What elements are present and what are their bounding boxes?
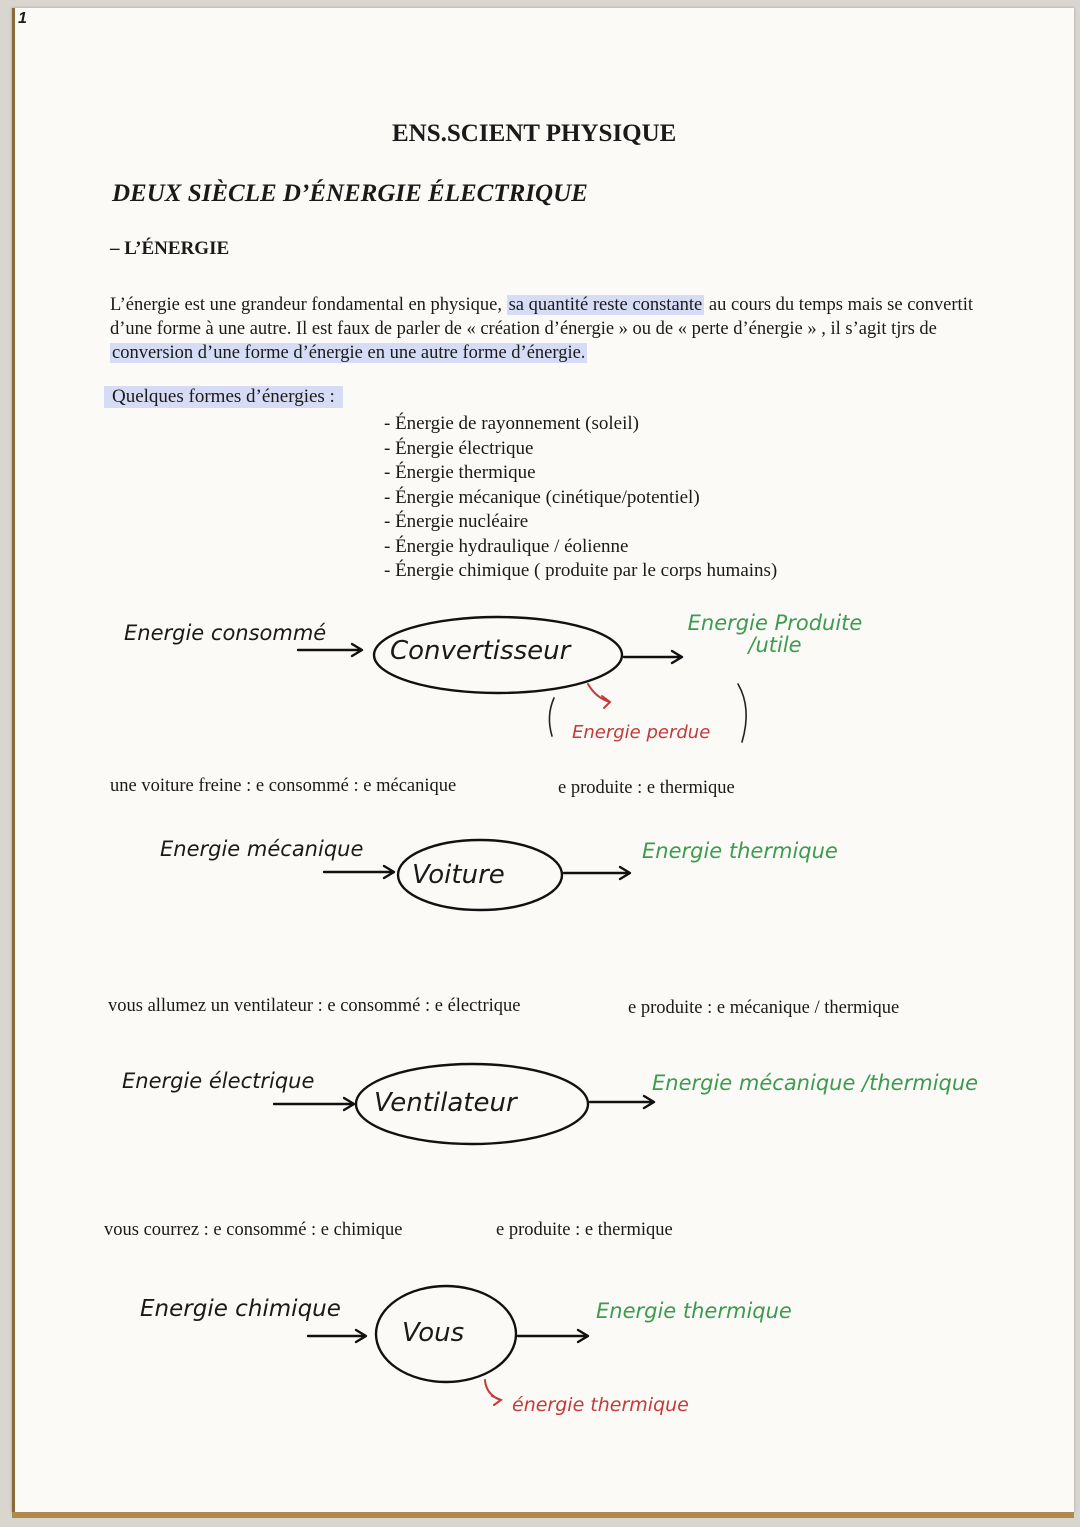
page-subtitle: DEUX SIÈCLE D’ÉNERGIE ÉLECTRIQUE — [112, 180, 588, 207]
list-item: - Énergie chimique ( produite par le corps humains) — [384, 560, 778, 581]
example-2-consumed: vous allumez un ventilateur : e consommé : e électrique — [108, 996, 521, 1016]
list-item: - Énergie thermique — [384, 462, 536, 483]
lost-energy-4: énergie thermique — [512, 1394, 689, 1416]
paren-right — [738, 684, 746, 742]
paren-left — [549, 698, 554, 736]
example-1-produced: e produite : e thermique — [558, 778, 735, 798]
loss-arrow-4 — [485, 1380, 501, 1405]
output-energy-2: Energie thermique — [642, 839, 838, 863]
car-label: Voiture — [412, 860, 505, 890]
highlight-constant: sa quantité reste constante — [508, 295, 703, 315]
list-item: - Énergie électrique — [384, 437, 534, 459]
notebook-page — [12, 8, 1074, 1512]
input-energy-2: Energie mécanique — [160, 837, 364, 861]
arrow-out-1 — [624, 651, 682, 663]
section-heading: – L’ÉNERGIE — [110, 238, 230, 259]
highlight-conversion: conversion d’une forme d’énergie en une autre forme d’énergie. — [112, 343, 586, 363]
paragraph-text-2: au cours du temps mais se convertit d’une forme à une autre. Il est faux de parler de « création d’énergie » ou de « perte d’énergie » , il s’agit tjrs de — [110, 295, 973, 339]
arrow-out-4 — [518, 1330, 588, 1342]
page-title: ENS.SCIENT PHYSIQUE — [392, 120, 677, 147]
example-3-consumed: vous courrez : e consommé : e chimique — [104, 1220, 403, 1240]
forms-label: Quelques formes d’énergies : — [104, 386, 343, 408]
list-item: - Énergie mécanique (cinétique/potentiel) — [384, 486, 700, 508]
example-1-consumed: une voiture freine : e consommé : e mécanique — [110, 776, 457, 796]
list-item: - Énergie de rayonnement (soleil) — [384, 413, 639, 434]
input-energy-4: Energie chimique — [140, 1296, 341, 1322]
arrow-in-3 — [274, 1098, 354, 1110]
example-2-produced: e produite : e mécanique / thermique — [628, 998, 900, 1018]
arrow-out-3 — [590, 1096, 654, 1108]
input-energy-1: Energie consommé — [124, 621, 327, 645]
arrow-in-2 — [324, 866, 394, 878]
lost-energy-1: Energie perdue — [572, 722, 711, 743]
paragraph-text-1: L’énergie est une grandeur fondamental en physique, — [110, 295, 502, 315]
list-item: - Énergie nucléaire — [384, 511, 529, 532]
output-energy-1: Energie Produite /utile — [687, 611, 863, 657]
page-number: 1 — [18, 10, 27, 27]
output-energy-4: Energie thermique — [596, 1299, 792, 1323]
fan-label: Ventilateur — [374, 1088, 517, 1118]
arrow-in-1 — [298, 644, 362, 656]
page-bottom-edge — [12, 1512, 1074, 1518]
loss-arrow-1 — [588, 684, 610, 708]
example-3-produced: e produite : e thermique — [496, 1220, 673, 1240]
arrow-out-2 — [564, 867, 630, 879]
input-energy-3: Energie électrique — [122, 1069, 315, 1093]
list-item: - Énergie hydraulique / éolienne — [384, 535, 629, 557]
output-energy-3: Energie mécanique /thermique — [652, 1071, 979, 1095]
diagram-shapes — [12, 8, 1074, 1512]
converter-label: Convertisseur — [390, 636, 571, 666]
arrow-in-4 — [308, 1330, 366, 1342]
you-label: Vous — [402, 1318, 465, 1348]
